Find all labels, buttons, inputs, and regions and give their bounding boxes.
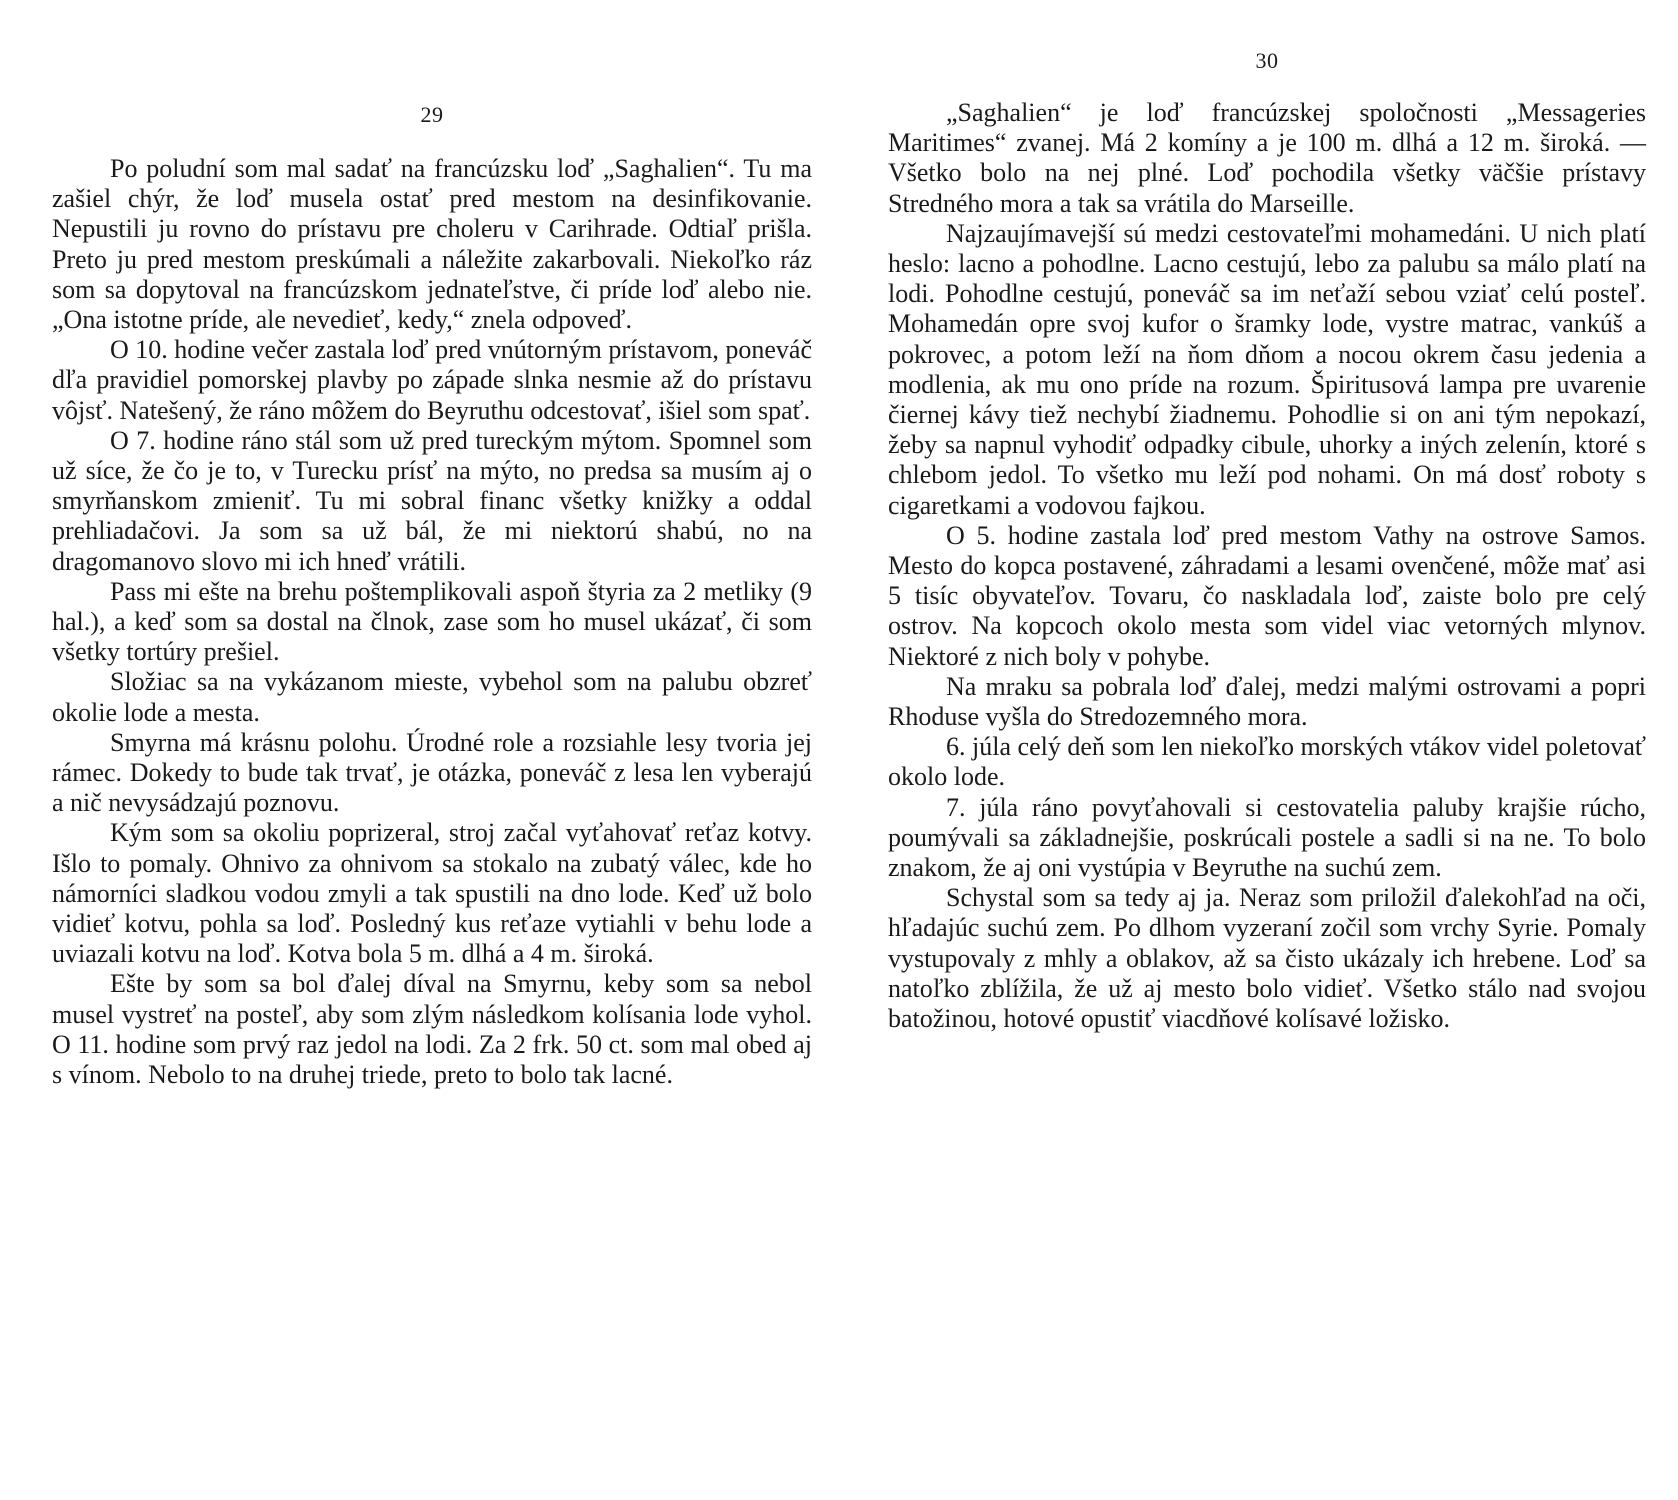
paragraph: Kým som sa okoliu poprizeral, stroj začal vyťahovať reťaz kotvy. Išlo to pomaly. Ohnivo za ohnivom sa stokalo na zubatý válec, kde ho námorníci sladkou vodou zmyli a tak spustili na dno lode. Keď už bolo vidieť kotvu, pohla sa loď. Posledný kus reťaze vytiahli v behu lode a uviazali kotvu na loď. Kotva bola 5 m. dlhá a 4 m. široká. (52, 818, 812, 969)
page-body (888, 98, 1646, 1034)
paragraph: Na mraku sa pobrala loď ďalej, medzi malými ostrovami a popri Rhoduse vyšla do Stredozemného mora. (888, 671, 1646, 732)
page-number: 30 (1255, 48, 1279, 73)
paragraph: Složiac sa na vykázanom mieste, vybehol som na palubu obzreť okolie lode a mesta. (52, 667, 812, 727)
paragraph: O 7. hodine ráno stál som už pred tureckým mýtom. Spomnel som už síce, že čo je to, v Turecku prísť na mýto, no predsa sa musím aj o smyrňanskom zmieniť. Tu mi sobral financ všetky knižky a oddal prehliadačovi. Ja som sa už bál, že mi niektorú shabú, no na dragomanovo slovo mi ich hneď vrátili. (52, 425, 812, 576)
page-number: 29 (420, 102, 444, 127)
page-body (52, 154, 812, 1090)
paragraph: Schystal som sa tedy aj ja. Neraz som priložil ďalekohľad na oči, hľadajúc suchú zem. Po dlhom vyzeraní zočil som vrchy Syrie. Pomaly vystupovaly z mhly a oblakov, až sa čisto ukázaly ich hrebene. Loď sa natoľko zblížila, že už aj mesto bolo vidieť. Všetko stálo nad svojou batožinou, hotové opustiť viacdňové kolísavé ložisko. (888, 883, 1646, 1034)
paragraph: Najzaujímavejší sú medzi cestovateľmi mohamedáni. U nich platí heslo: lacno a pohodlne. Lacno cestujú, lebo za palubu sa málo platí na lodi. Pohodlne cestujú, poneváč sa im neťaží sebou vziať celú posteľ. Mohamedán opre svoj kufor o šramky lode, vystre matrac, vankúš a pokrovec, a potom leží na ňom dňom a nocou okrem času jedenia a modlenia, ak mu ono príde na rozum. Špiritusová lampa pre uvarenie čiernej kávy tiež nechybí žiadnemu. Pohodlie si on ani tým nepokazí, žeby sa napnul vyhodiť odpadky cibule, uhorky a iných zelenín, ktoré s chlebom jedol. To všetko mu leží pod nohami. On má dosť roboty s cigaretkami a vodovou fajkou. (888, 218, 1646, 520)
paragraph: O 10. hodine večer zastala loď pred vnútorným prístavom, poneváč dľa pravidiel pomorskej plavby po západe slnka nesmie až do prístavu vôjsť. Natešený, že ráno môžem do Beyruthu odcestovať, išiel som spať. (52, 335, 812, 425)
paragraph: Pass mi ešte na brehu poštemplikovali aspoň štyria za 2 metliky (9 hal.), a keď som sa dostal na člnok, zase som ho musel ukázať, či som všetky tortúry prešiel. (52, 576, 812, 667)
right-page (888, 0, 1646, 1500)
paragraph: O 5. hodine zastala loď pred mestom Vathy na ostrove Samos. Mesto do kopca postavené, záhradami a lesami ovenčené, môže mať asi 5 tisíc obyvateľov. Tovaru, čo naskladala loď, zaiste bolo pre celý ostrov. Na kopcoch okolo mesta som videl viac vetorných mlynov. Niektoré z nich boly v pohybe. (888, 520, 1646, 671)
paragraph: Ešte by som sa bol ďalej díval na Smyrnu, keby som sa nebol musel vystreť na posteľ, aby som zlým následkom kolísania lode vyhol. O 11. hodine som prvý raz jedol na lodi. Za 2 frk. 50 ct. som mal obed aj s vínom. Nebolo to na druhej triede, preto to bolo tak lacné. (52, 969, 812, 1090)
paragraph: Po poludní som mal sadať na francúzsku loď „Saghalien“. Tu ma zašiel chýr, že loď musela ostať pred mestom na desinfikovanie. Nepustili ju rovno do prístavu pre choleru v Carihrade. Odtiaľ prišla. Preto ju pred mestom preskúmali a náležite zakarbovali. Niekoľko ráz som sa dopytoval na francúzskom jednateľstve, či príde loď alebo nie. „Ona istotne príde, ale nevedieť, kedy,“ znela odpoveď. (52, 154, 812, 335)
paragraph: 6. júla celý deň som len niekoľko morských vtákov videl poletovať okolo lode. (888, 732, 1646, 792)
left-page (52, 0, 812, 1500)
paragraph: 7. júla ráno povyťahovali si cestovatelia paluby krajšie rúcho, poumývali sa základnejšie, poskrúcali postele a sadli si na ne. To bolo znakom, že aj oni vystúpia v Beyruthe na suchú zem. (888, 792, 1646, 883)
paragraph: „Saghalien“ je loď francúzskej spoločnosti „Messageries Maritimes“ zvanej. Má 2 komíny a je 100 m. dlhá a 12 m. široká. — Všetko bolo na nej plné. Loď pochodila všetky väčšie prístavy Stredného mora a tak sa vrátila do Marseille. (888, 98, 1646, 218)
paragraph: Smyrna má krásnu polohu. Úrodné role a rozsiahle lesy tvoria jej rámec. Dokedy to bude tak trvať, je otázka, poneváč z lesa len vyberajú a nič nevysádzajú poznovu. (52, 727, 812, 818)
